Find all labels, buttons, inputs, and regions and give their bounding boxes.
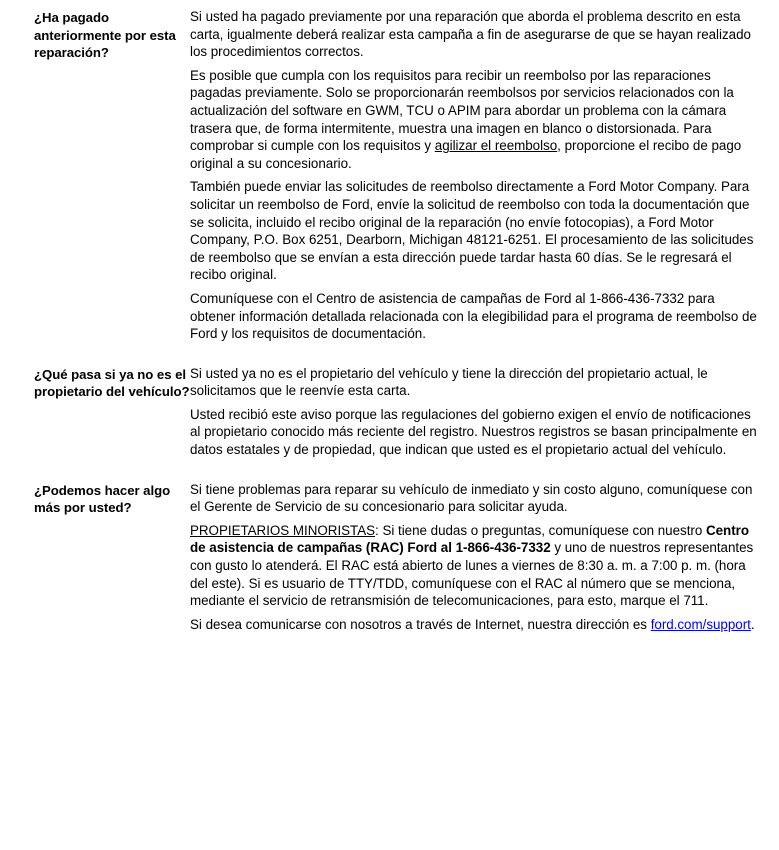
text-run: . — [750, 616, 755, 632]
faq-section — [34, 481, 761, 634]
text-run: Si desea comunicarse con nosotros a través de Internet, nuestra dirección es — [190, 616, 651, 632]
answer-paragraph — [190, 406, 757, 459]
text-run: y uno de nuestros representantes con gusto lo atenderá. El RAC está abierto de lunes a viernes de 8:30 a. m. a 7:00 p. m. (hora del este). Si es usuario de TTY/TDD, comuníquese con el RAC al número que se menciona, mediante el servicio de retransmisión de telecomunicaciones, para esto, marque el 711. — [190, 540, 754, 609]
bold-text: Centro de asistencia de campañas (RAC) Ford al 1-866-436-7332 — [190, 522, 750, 556]
answer-paragraph — [190, 8, 757, 61]
faq-question-prior-payment: ¿Ha pagado anteriormente por esta reparación? — [34, 10, 176, 60]
faq-section — [34, 365, 761, 459]
faq-section — [34, 8, 761, 343]
faq-answer-prior-payment — [190, 8, 761, 343]
answer-paragraph — [190, 178, 757, 284]
underlined-text: agilizar el reembolso — [434, 138, 558, 154]
text-run: : Si tiene dudas o preguntas, comuníquese con nuestro — [375, 522, 706, 538]
faq-answer-anything-else — [190, 481, 761, 634]
underlined-text: PROPIETARIOS MINORISTAS — [190, 522, 376, 538]
answer-paragraph — [190, 522, 757, 610]
answer-paragraph — [190, 481, 757, 516]
text-run: Si usted ha pagado previamente por una reparación que aborda el problema descrito en esta carta, igualmente deberá realizar esta campaña a fin de asegurarse de que se hayan realizado los procedimientos correctos. — [190, 9, 751, 60]
answer-paragraph — [190, 67, 757, 173]
text-run: También puede enviar las solicitudes de reembolso directamente a Ford Motor Company. Para solicitar un reembolso de Ford, envíe la solicitud de reembolso con toda la documentación que se solicita, incluido el recibo original de la reparación (no envíe fotocopias), a Ford Motor Company, P.O. Box 6251, Dearborn, Michigan 48121-6251. El procesamiento de las solicitudes de reembolso que se envían a esta dirección puede tardar hasta 60 días. Se le regresará el recibo original. — [190, 179, 754, 283]
faq-question-no-longer-owner: ¿Qué pasa si ya no es el propietario del vehículo? — [34, 366, 190, 400]
answer-paragraph — [190, 365, 757, 400]
support-url-link[interactable]: ford.com/support — [650, 616, 751, 632]
faq-answer-no-longer-owner — [190, 365, 761, 459]
text-run: Comuníquese con el Centro de asistencia de campañas de Ford al 1-866-436-7332 para obtener información detallada relacionada con la elegibilidad para el programa de reembolso de Ford y los requisitos de documentación. — [190, 290, 757, 342]
faq-question-anything-else: ¿Podemos hacer algo más por usted? — [34, 482, 171, 516]
answer-paragraph — [190, 290, 757, 343]
text-run: Si tiene problemas para reparar su vehículo de inmediato y sin costo alguno, comuníquese con el Gerente de Servicio de su concesionario para solicitar ayuda. — [190, 481, 753, 515]
text-run: Es posible que cumpla con los requisitos para recibir un reembolso por las reparaciones pagadas previamente. Solo se proporcionarán reembolsos por servicios relacionados con la actualización del software en GWM, TCU o APIM para abordar un problema con la cámara trasera que, de forma intermitente, muestra una imagen en blanco o distorsionada. Para comprobar si cumple con los requisitos y — [190, 67, 734, 154]
text-run: , proporcione el recibo de pago original a su concesionario. — [190, 138, 742, 171]
text-run: Usted recibió este aviso porque las regulaciones del gobierno exigen el envío de notificaciones al propietario conocido más reciente del registro. Nuestros registros se basan principalmente en datos estatales y de propiedad, que indican que usted es el propietario actual del vehículo. — [190, 406, 757, 458]
text-run: Si usted ya no es el propietario del vehículo y tiene la dirección del propietario actual, le solicitamos que le reenvíe esta carta. — [190, 365, 708, 399]
faq-section-list — [34, 8, 761, 633]
answer-paragraph — [190, 616, 757, 634]
